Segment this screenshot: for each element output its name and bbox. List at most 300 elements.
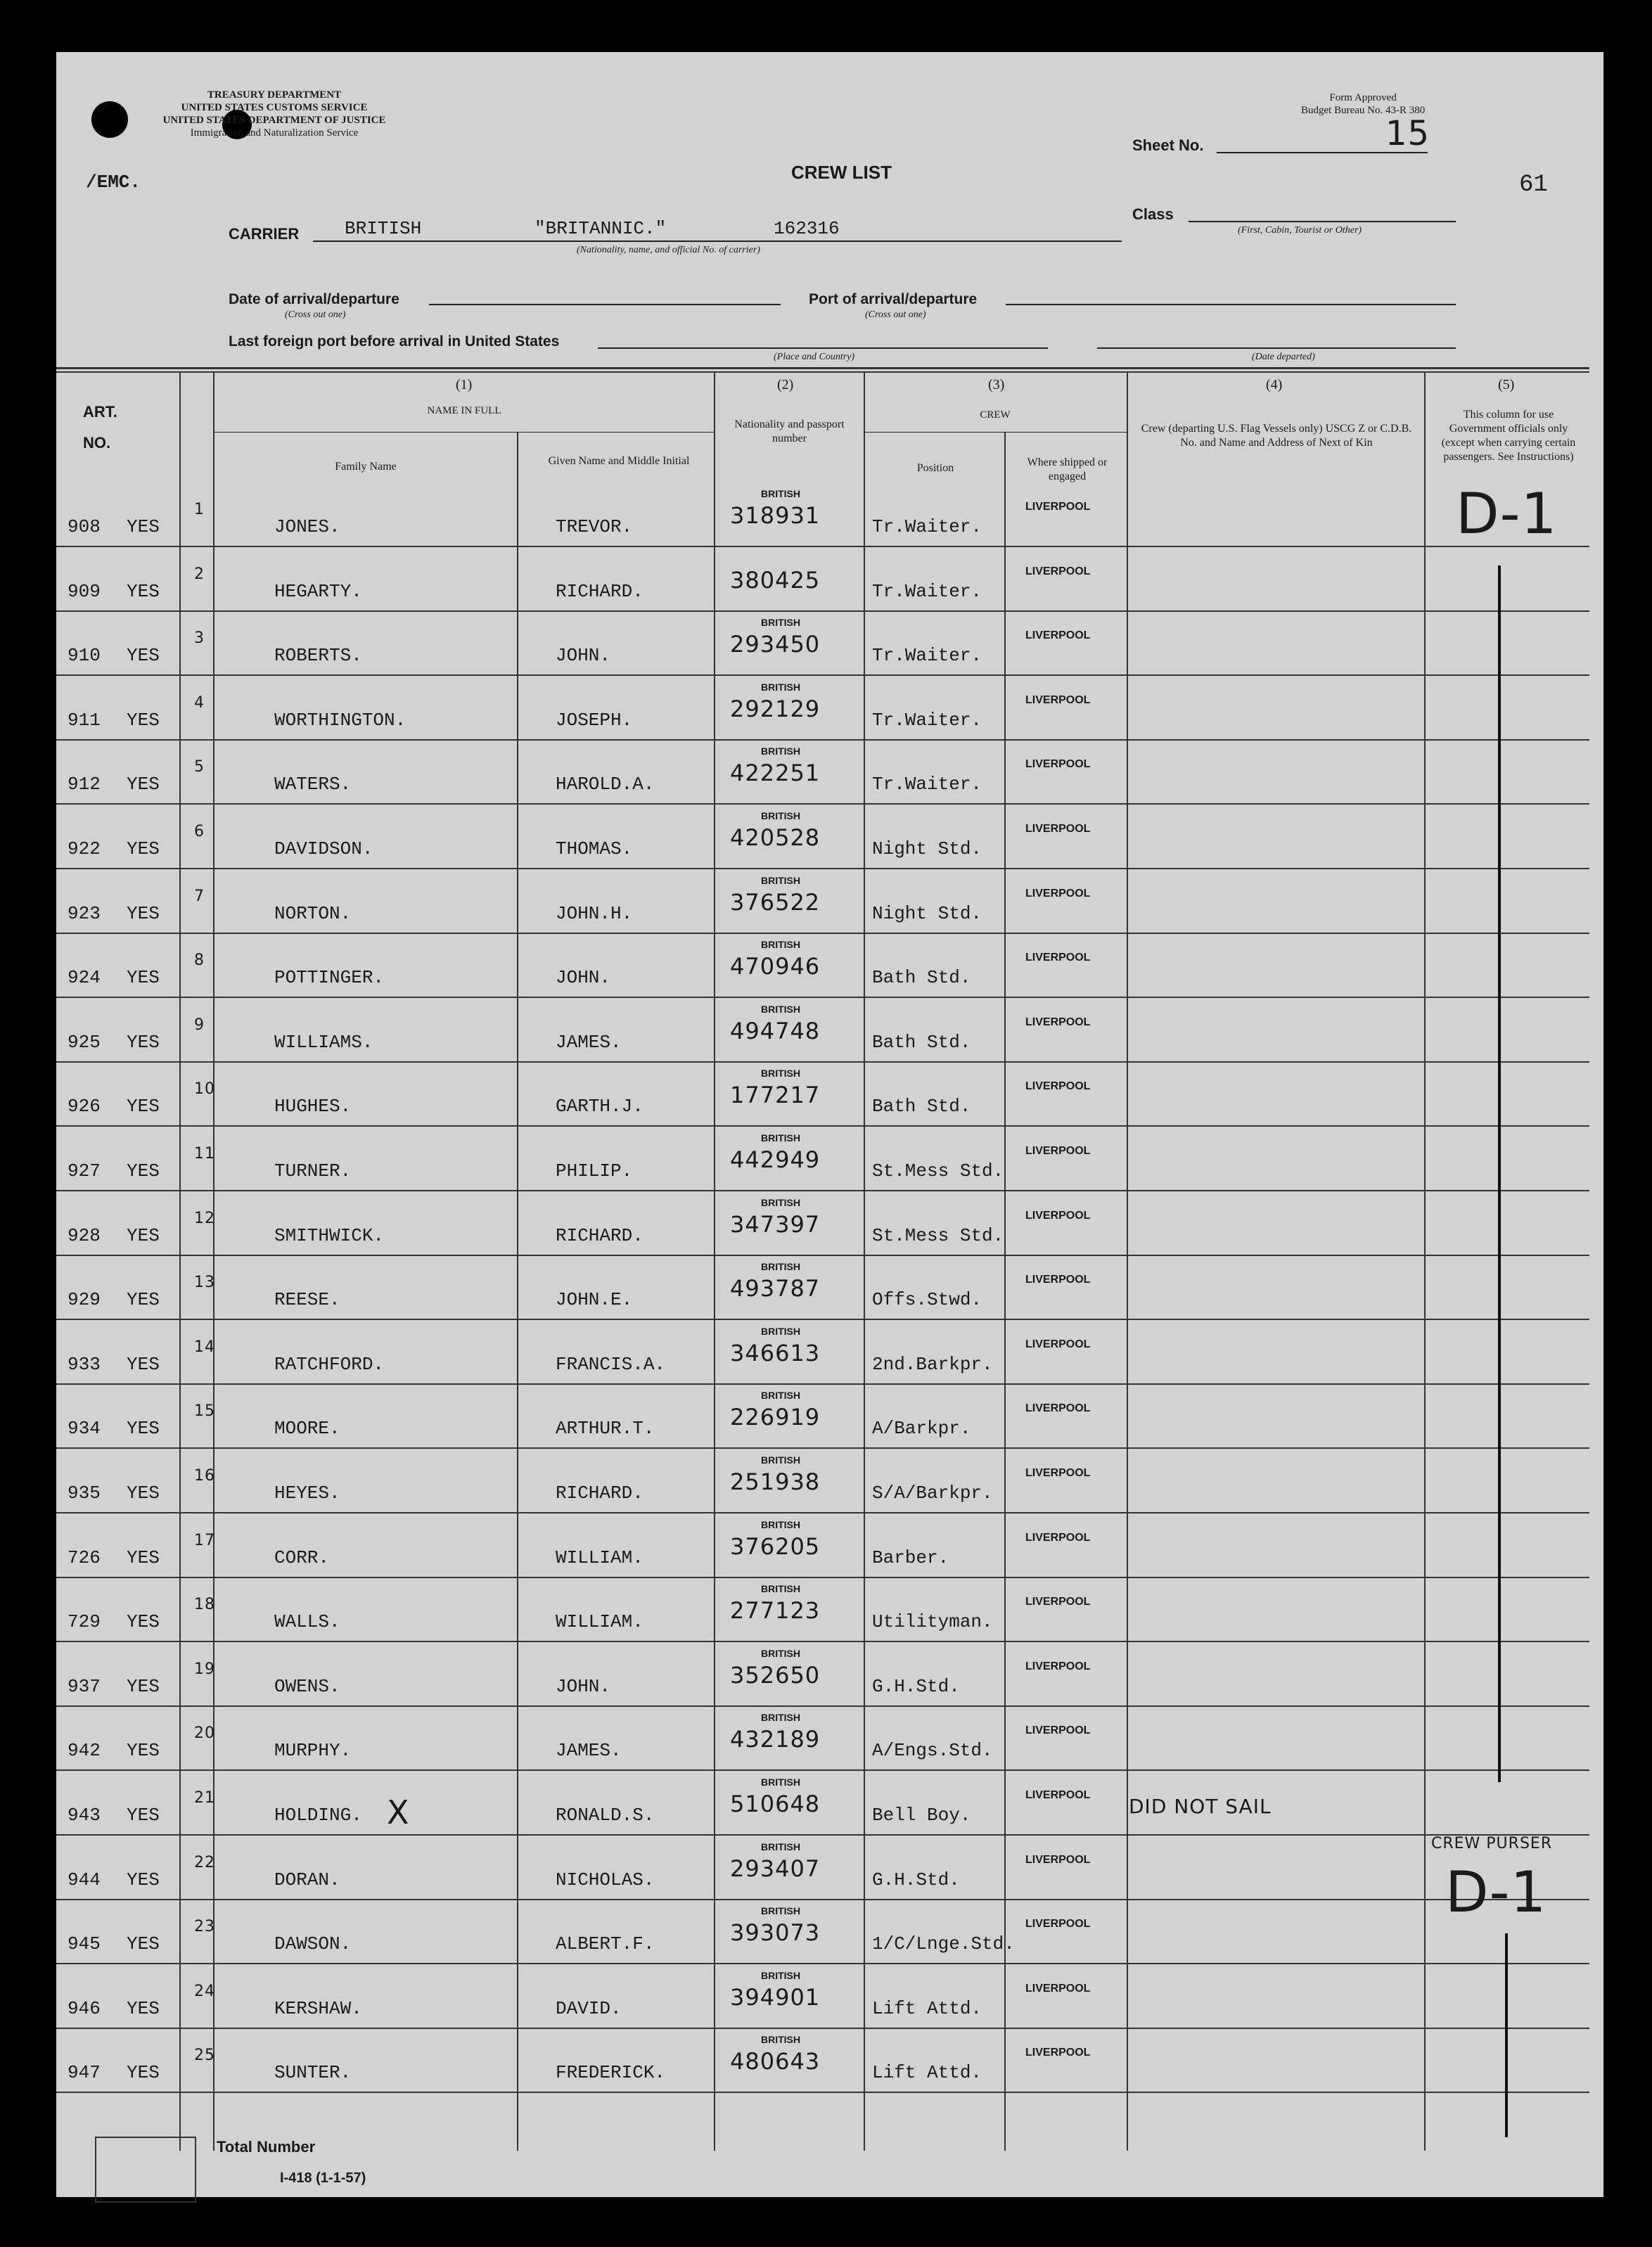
row-number: 18	[194, 1596, 215, 1613]
position: Lift Attd.	[872, 1998, 982, 2019]
art-number: 946	[68, 1998, 101, 2019]
art-number: 922	[68, 838, 101, 859]
art-number: 934	[68, 1418, 101, 1439]
position: Barber.	[872, 1547, 949, 1568]
punch-hole	[91, 101, 128, 138]
yes-mark: YES	[127, 1354, 160, 1375]
art-number: 943	[68, 1805, 101, 1826]
col-government-use: This column for use Government officials only (except when carrying certain passengers. See Instructions)	[1441, 409, 1576, 463]
passport-number: 393073	[730, 1919, 821, 1946]
passport-number: 510648	[730, 1791, 821, 1817]
annotation-d1-top: D-1	[1456, 481, 1558, 546]
nationality: BRITISH	[761, 2034, 800, 2045]
passport-number: 422251	[730, 760, 821, 786]
where-shipped: LIVERPOOL	[1025, 888, 1091, 900]
yes-mark: YES	[127, 1869, 160, 1890]
agency-header	[162, 89, 387, 139]
where-shipped: LIVERPOOL	[1025, 501, 1091, 513]
given-name: JOHN.	[556, 645, 611, 666]
col-4-number: (4)	[1266, 377, 1283, 392]
given-name: JOHN.	[556, 1676, 611, 1697]
passport-number: 226919	[730, 1404, 821, 1430]
row-divider	[56, 1255, 1589, 1256]
form-id: I-418 (1-1-57)	[280, 2170, 366, 2186]
nationality: BRITISH	[761, 1841, 800, 1852]
row-divider	[56, 1769, 1589, 1771]
carrier-hint: (Nationality, name, and official No. of carrier)	[577, 245, 760, 255]
where-shipped: LIVERPOOL	[1025, 952, 1091, 964]
nationality: BRITISH	[761, 1777, 800, 1788]
row-divider	[56, 610, 1589, 612]
position: Bath Std.	[872, 1096, 971, 1117]
row-divider	[56, 1641, 1589, 1642]
annotation-did-not-sail: DID NOT SAIL	[1129, 1795, 1272, 1818]
position: G.H.Std.	[872, 1676, 960, 1697]
family-name: TURNER.	[274, 1160, 352, 1182]
art-number: 912	[68, 774, 101, 795]
position: 1/C/Lnge.Std.	[872, 1933, 1015, 1954]
row-divider	[56, 1512, 1589, 1513]
given-name: ALBERT.F.	[556, 1933, 655, 1954]
passport-number: 380425	[730, 567, 821, 594]
row-number: 8	[194, 952, 205, 969]
art-number: 729	[68, 1611, 101, 1632]
position: St.Mess Std.	[872, 1160, 1004, 1182]
nationality: BRITISH	[761, 1712, 800, 1723]
row-number: 23	[194, 1918, 215, 1935]
date-departed-hint: (Date departed)	[1252, 352, 1315, 362]
position: Tr.Waiter.	[872, 710, 982, 731]
passport-number: 470946	[730, 953, 821, 980]
yes-mark: YES	[127, 710, 160, 731]
row-divider	[56, 739, 1589, 741]
passport-number: 346613	[730, 1340, 821, 1366]
row-divider	[56, 997, 1589, 998]
yes-mark: YES	[127, 1032, 160, 1053]
row-divider	[56, 674, 1589, 676]
passport-number: 376522	[730, 889, 821, 916]
yes-mark: YES	[127, 581, 160, 602]
family-name: NORTON.	[274, 903, 352, 924]
row-number: 13	[194, 1274, 215, 1291]
art-number: 937	[68, 1676, 101, 1697]
nationality: BRITISH	[761, 810, 800, 821]
art-number: 929	[68, 1289, 101, 1310]
art-number: 947	[68, 2062, 101, 2083]
given-name: FRANCIS.A.	[556, 1354, 666, 1375]
yes-mark: YES	[127, 1998, 160, 2019]
family-name: JONES.	[274, 516, 340, 537]
port-label: Port of arrival/departure	[809, 291, 978, 307]
given-name: DAVID.	[556, 1998, 622, 2019]
passport-number: 442949	[730, 1146, 821, 1173]
position: Tr.Waiter.	[872, 516, 982, 537]
given-name: PHILIP.	[556, 1160, 633, 1182]
passport-number: 293450	[730, 631, 821, 658]
row-divider	[56, 1125, 1589, 1127]
where-shipped: LIVERPOOL	[1025, 1274, 1091, 1286]
family-name: DAWSON.	[274, 1933, 352, 1954]
position: Tr.Waiter.	[872, 645, 982, 666]
yes-mark: YES	[127, 1676, 160, 1697]
page-title: CREW LIST	[791, 162, 892, 183]
art-number: 924	[68, 967, 101, 988]
yes-mark: YES	[127, 903, 160, 924]
where-shipped: LIVERPOOL	[1025, 1983, 1091, 1995]
row-number: 20	[194, 1724, 215, 1742]
row-number: 25	[194, 2047, 215, 2064]
family-name: MOORE.	[274, 1418, 340, 1439]
art-number: 945	[68, 1933, 101, 1954]
where-shipped: LIVERPOOL	[1025, 823, 1091, 835]
yes-mark: YES	[127, 1547, 160, 1568]
where-shipped: LIVERPOOL	[1025, 1918, 1091, 1930]
position: A/Barkpr.	[872, 1418, 971, 1439]
yes-mark: YES	[127, 967, 160, 988]
col-5-number: (5)	[1498, 377, 1515, 392]
yes-mark: YES	[127, 1611, 160, 1632]
where-shipped: LIVERPOOL	[1025, 1789, 1091, 1801]
position: Lift Attd.	[872, 2062, 982, 2083]
nationality: BRITISH	[761, 1261, 800, 1272]
given-name: GARTH.J.	[556, 1096, 643, 1117]
col-name-in-full: NAME IN FULL	[427, 405, 501, 416]
row-number: 12	[194, 1210, 215, 1227]
row-number: 17	[194, 1532, 215, 1549]
family-name: MURPHY.	[274, 1740, 352, 1761]
passport-number: 292129	[730, 696, 821, 722]
row-number: 5	[194, 758, 205, 776]
yes-mark: YES	[127, 838, 160, 859]
given-name: JOHN.H.	[556, 903, 633, 924]
nationality: BRITISH	[761, 1132, 800, 1144]
given-name: FREDERICK.	[556, 2062, 666, 2083]
agency-line: Immigration and Naturalization Service	[190, 127, 359, 139]
art-number: 942	[68, 1740, 101, 1761]
row-divider	[56, 1705, 1589, 1707]
given-name: WILLIAM.	[556, 1547, 643, 1568]
where-shipped: LIVERPOOL	[1025, 1724, 1091, 1736]
passport-number: 432189	[730, 1726, 821, 1753]
position: S/A/Barkpr.	[872, 1483, 993, 1504]
passport-number: 493787	[730, 1275, 821, 1302]
carrier-name: "BRITANNIC."	[534, 218, 667, 239]
yes-mark: YES	[127, 1805, 160, 1826]
where-shipped: LIVERPOOL	[1025, 1145, 1091, 1157]
family-name: HEGARTY.	[274, 581, 362, 602]
given-name: JAMES.	[556, 1740, 622, 1761]
where-shipped: LIVERPOOL	[1025, 694, 1091, 706]
row-divider	[56, 1834, 1589, 1836]
annotation-x-mark: X	[387, 1793, 410, 1831]
row-divider	[56, 933, 1589, 934]
passport-number: 376205	[730, 1533, 821, 1560]
family-name: WORTHINGTON.	[274, 710, 406, 731]
form-approved: Form Approved	[1329, 92, 1397, 103]
emc-mark: /EMC.	[86, 172, 141, 193]
annotation-crew-purser: CREW PURSER	[1431, 1835, 1553, 1852]
position: Night Std.	[872, 903, 982, 924]
row-number: 2	[194, 565, 205, 583]
given-name: JOSEPH.	[556, 710, 633, 731]
row-number: 22	[194, 1854, 215, 1871]
family-name: ROBERTS.	[274, 645, 362, 666]
nationality: BRITISH	[761, 875, 800, 886]
row-number: 7	[194, 888, 205, 905]
passport-number: 251938	[730, 1468, 821, 1495]
row-number: 21	[194, 1789, 215, 1807]
given-name: RICHARD.	[556, 1225, 643, 1246]
nationality: BRITISH	[761, 1583, 800, 1594]
family-name: HUGHES.	[274, 1096, 352, 1117]
carrier-nationality: BRITISH	[345, 218, 422, 239]
nationality: BRITISH	[761, 939, 800, 950]
position: Tr.Waiter.	[872, 774, 982, 795]
col-position: Position	[916, 462, 954, 474]
row-number: 6	[194, 823, 205, 840]
row-divider	[56, 1190, 1589, 1191]
yes-mark: YES	[127, 1740, 160, 1761]
yes-mark: YES	[127, 774, 160, 795]
given-name: JAMES.	[556, 1032, 622, 1053]
where-shipped: LIVERPOOL	[1025, 565, 1091, 577]
yes-mark: YES	[127, 1160, 160, 1182]
position: Tr.Waiter.	[872, 581, 982, 602]
art-number: 944	[68, 1869, 101, 1890]
given-name: WILLIAM.	[556, 1611, 643, 1632]
cross-out-hint: (Cross out one)	[865, 309, 926, 320]
art-number: 927	[68, 1160, 101, 1182]
given-name: JOHN.	[556, 967, 611, 988]
page-number: 61	[1519, 172, 1548, 198]
given-name: RICHARD.	[556, 581, 643, 602]
last-port-label: Last foreign port before arrival in United States	[229, 333, 560, 350]
col-2-number: (2)	[777, 377, 794, 392]
yes-mark: YES	[127, 2062, 160, 2083]
row-number: 11	[194, 1145, 215, 1163]
total-number-label: Total Number	[217, 2138, 316, 2156]
sheet-number: 15	[1385, 114, 1430, 153]
position: A/Engs.Std.	[872, 1740, 993, 1761]
row-divider	[56, 1963, 1589, 1964]
place-hint: (Place and Country)	[774, 352, 855, 362]
where-shipped: LIVERPOOL	[1025, 1210, 1091, 1222]
where-shipped: LIVERPOOL	[1025, 1080, 1091, 1092]
family-name: POTTINGER.	[274, 967, 385, 988]
row-number: 9	[194, 1016, 205, 1034]
family-name: WATERS.	[274, 774, 352, 795]
yes-mark: YES	[127, 516, 160, 537]
passport-number: 420528	[730, 824, 821, 851]
col-3-number: (3)	[988, 377, 1005, 392]
row-number: 15	[194, 1402, 215, 1420]
art-number: 928	[68, 1225, 101, 1246]
nationality: BRITISH	[761, 745, 800, 757]
row-divider	[56, 2028, 1589, 2029]
nationality: BRITISH	[761, 681, 800, 693]
row-divider	[56, 1577, 1589, 1578]
position: St.Mess Std.	[872, 1225, 1004, 1246]
yes-mark: YES	[127, 1096, 160, 1117]
row-number: 10	[194, 1080, 215, 1098]
where-shipped: LIVERPOOL	[1025, 1467, 1091, 1479]
row-number: 14	[194, 1338, 215, 1356]
given-name: JOHN.E.	[556, 1289, 633, 1310]
given-name: THOMAS.	[556, 838, 633, 859]
row-divider	[56, 1061, 1589, 1063]
passport-number: 352650	[730, 1662, 821, 1689]
carrier-label: CARRIER	[229, 225, 300, 243]
family-name: SMITHWICK.	[274, 1225, 385, 1246]
where-shipped: LIVERPOOL	[1025, 1402, 1091, 1414]
art-number: 925	[68, 1032, 101, 1053]
position: Bell Boy.	[872, 1805, 971, 1826]
agency-line: TREASURY DEPARTMENT	[207, 89, 342, 101]
yes-mark: YES	[127, 645, 160, 666]
row-number: 24	[194, 1983, 215, 2000]
family-name: KERSHAW.	[274, 1998, 362, 2019]
family-name: HEYES.	[274, 1483, 340, 1504]
yes-mark: YES	[127, 1289, 160, 1310]
art-number: 923	[68, 903, 101, 924]
col-nationality: Nationality and passport number	[734, 418, 845, 444]
position: G.H.Std.	[872, 1869, 960, 1890]
col-next-of-kin: Crew (departing U.S. Flag Vessels only) USCG Z or C.D.B. No. and Name and Address of Next of Kin	[1141, 423, 1412, 449]
cross-out-hint: (Cross out one)	[285, 309, 346, 320]
where-shipped: LIVERPOOL	[1025, 1532, 1091, 1544]
art-number: 926	[68, 1096, 101, 1117]
art-number: 935	[68, 1483, 101, 1504]
col-where-shipped: Where shipped or engaged	[1027, 456, 1108, 482]
yes-mark: YES	[127, 1418, 160, 1439]
family-name: HOLDING.	[274, 1805, 362, 1826]
art-number: 726	[68, 1547, 101, 1568]
family-name: WILLIAMS.	[274, 1032, 373, 1053]
nationality: BRITISH	[761, 1326, 800, 1337]
row-divider	[56, 1383, 1589, 1385]
family-name: OWENS.	[274, 1676, 340, 1697]
given-name: NICHOLAS.	[556, 1869, 655, 1890]
col-given-name: Given Name and Middle Initial	[548, 455, 690, 467]
position: Bath Std.	[872, 1032, 971, 1053]
row-number: 4	[194, 694, 205, 712]
where-shipped: LIVERPOOL	[1025, 1016, 1091, 1028]
family-name: SUNTER.	[274, 2062, 352, 2083]
where-shipped: LIVERPOOL	[1025, 1660, 1091, 1672]
art-number: 911	[68, 710, 101, 731]
nationality: BRITISH	[761, 1390, 800, 1401]
form-approval	[1301, 91, 1425, 117]
passport-number: 318931	[730, 502, 821, 529]
col-art-no: ART. NO.	[83, 403, 117, 452]
given-name: ARTHUR.T.	[556, 1418, 655, 1439]
nationality: BRITISH	[761, 1905, 800, 1916]
nationality: BRITISH	[761, 1519, 800, 1530]
where-shipped: LIVERPOOL	[1025, 1338, 1091, 1350]
row-divider	[56, 2092, 1589, 2093]
col-1-number: (1)	[456, 377, 473, 392]
where-shipped: LIVERPOOL	[1025, 1596, 1091, 1608]
nationality: BRITISH	[761, 1648, 800, 1659]
sheet-label: Sheet No.	[1132, 136, 1204, 154]
yes-mark: YES	[127, 1225, 160, 1246]
col-crew: CREW	[980, 409, 1011, 421]
row-number: 3	[194, 629, 205, 647]
passport-number: 347397	[730, 1211, 821, 1238]
position: Offs.Stwd.	[872, 1289, 982, 1310]
row-number: 19	[194, 1660, 215, 1678]
total-number-box	[95, 2137, 196, 2203]
nationality: BRITISH	[761, 488, 800, 499]
position: 2nd.Barkpr.	[872, 1354, 993, 1375]
passport-number: 293407	[730, 1855, 821, 1882]
nationality: BRITISH	[761, 1970, 800, 1981]
art-number: 909	[68, 581, 101, 602]
family-name: REESE.	[274, 1289, 340, 1310]
class-label: Class	[1132, 205, 1174, 223]
family-name: DAVIDSON.	[274, 838, 373, 859]
row-divider	[56, 1899, 1589, 1900]
position: Bath Std.	[872, 967, 971, 988]
agency-line: UNITED STATES CUSTOMS SERVICE	[181, 102, 368, 113]
art-number: 908	[68, 516, 101, 537]
passport-number: 277123	[730, 1597, 821, 1624]
crew-list-form	[56, 52, 1603, 2197]
annotation-d1-bottom: D-1	[1445, 1859, 1547, 1925]
nationality: BRITISH	[761, 1068, 800, 1079]
given-name: HAROLD.A.	[556, 774, 655, 795]
where-shipped: LIVERPOOL	[1025, 629, 1091, 641]
row-number: 1	[194, 501, 205, 518]
class-hint: (First, Cabin, Tourist or Other)	[1238, 225, 1362, 236]
row-number: 16	[194, 1467, 215, 1485]
nationality: BRITISH	[761, 617, 800, 628]
row-divider	[56, 803, 1589, 805]
family-name: RATCHFORD.	[274, 1354, 385, 1375]
nationality: BRITISH	[761, 1197, 800, 1208]
row-divider	[56, 868, 1589, 869]
row-divider	[56, 546, 1589, 547]
given-name: RONALD.S.	[556, 1805, 655, 1826]
yes-mark: YES	[127, 1933, 160, 1954]
row-divider	[56, 1319, 1589, 1320]
nationality: BRITISH	[761, 1454, 800, 1466]
yes-mark: YES	[127, 1483, 160, 1504]
row-divider	[56, 1447, 1589, 1449]
where-shipped: LIVERPOOL	[1025, 1854, 1091, 1866]
carrier-number: 162316	[774, 218, 840, 239]
art-number: 910	[68, 645, 101, 666]
family-name: DORAN.	[274, 1869, 340, 1890]
nationality: BRITISH	[761, 1004, 800, 1015]
date-label: Date of arrival/departure	[229, 291, 399, 307]
given-name: TREVOR.	[556, 516, 633, 537]
art-number: 933	[68, 1354, 101, 1375]
where-shipped: LIVERPOOL	[1025, 758, 1091, 770]
passport-number: 394901	[730, 1984, 821, 2011]
budget-bureau: Budget Bureau No. 43-R 380	[1301, 105, 1426, 116]
given-name: RICHARD.	[556, 1483, 643, 1504]
family-name: CORR.	[274, 1547, 330, 1568]
passport-number: 177217	[730, 1082, 821, 1108]
col-family-name: Family Name	[335, 461, 397, 473]
position: Utilityman.	[872, 1611, 993, 1632]
passport-number: 494748	[730, 1018, 821, 1044]
family-name: WALLS.	[274, 1611, 340, 1632]
where-shipped: LIVERPOOL	[1025, 2047, 1091, 2059]
passport-number: 480643	[730, 2048, 821, 2075]
position: Night Std.	[872, 838, 982, 859]
